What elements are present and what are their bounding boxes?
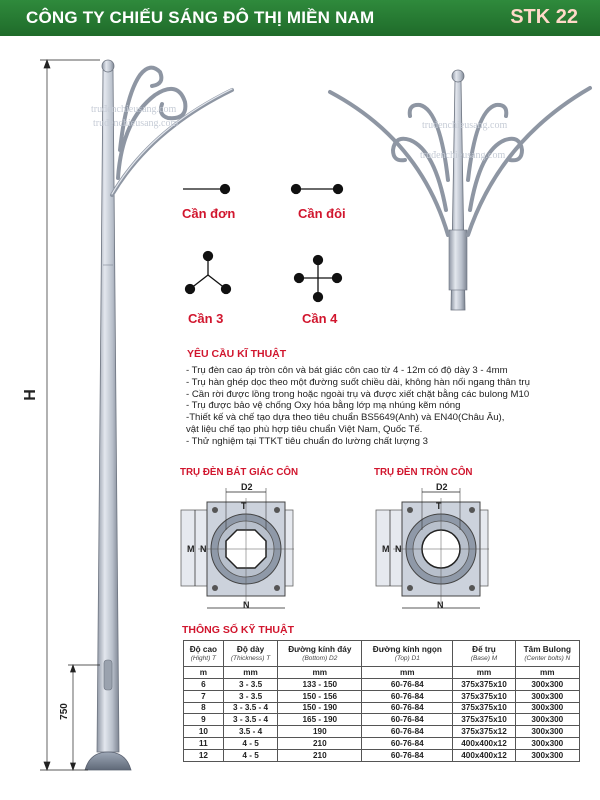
table-row xyxy=(184,749,580,761)
table-cell: 60-76-84 xyxy=(362,749,453,761)
table-row xyxy=(184,737,580,749)
table-cell: 9 xyxy=(184,714,224,726)
units-row xyxy=(184,667,580,679)
page-header xyxy=(0,0,600,36)
table-cell: 375x375x10 xyxy=(453,714,515,726)
table-cell: 4 - 5 xyxy=(223,737,278,749)
table-cell: 10 xyxy=(184,726,224,738)
specs-title: THÔNG SỐ KỸ THUẬT xyxy=(182,624,294,636)
single-arm xyxy=(112,68,232,195)
requirement-item: - Thử nghiệm tại TTKT tiêu chuẩn đo lường chất lượng 3 xyxy=(186,435,428,447)
table-cell: 60-76-84 xyxy=(362,702,453,714)
table-cell: 60-76-84 xyxy=(362,737,453,749)
watermark-text: truđenchieusang.com xyxy=(91,104,177,115)
height-dimension-label: H xyxy=(21,389,39,401)
table-cell: 400x400x12 xyxy=(453,749,515,761)
round-pole-title: TRỤ ĐÈN TRÒN CÔN xyxy=(374,467,473,478)
table-cell: 150 - 190 xyxy=(278,702,362,714)
table-cell: 300x300 xyxy=(515,737,579,749)
table-cell: 210 xyxy=(278,737,362,749)
requirement-item: - Trụ được bảo vệ chống Oxy hóa bằng lớp mạ nhúng kẽm nóng xyxy=(186,400,461,412)
col-thickness: Độ dày (Thickness) T xyxy=(223,641,278,667)
table-cell: 4 - 5 xyxy=(223,749,278,761)
table-cell: 375x375x12 xyxy=(453,726,515,738)
unit-cell: mm xyxy=(223,667,278,679)
table-cell: 7 xyxy=(184,690,224,702)
octagonal-t-label: T xyxy=(241,501,247,511)
table-cell: 300x300 xyxy=(515,679,579,691)
table-cell: 210 xyxy=(278,749,362,761)
col-center-bolts: Tâm Bulong (Center bolts) N xyxy=(515,641,579,667)
arm-label-double: Cần đôi xyxy=(298,206,346,221)
table-cell: 3 - 3.5 - 4 xyxy=(223,714,278,726)
table-cell: 60-76-84 xyxy=(362,714,453,726)
octagonal-d2-label: D2 xyxy=(241,482,253,492)
col-bottom-diameter: Đường kính đáy (Bottom) D2 xyxy=(278,641,362,667)
round-t-label: T xyxy=(436,501,442,511)
col-base: Đế trụ (Base) M xyxy=(453,641,515,667)
watermark-text: truđenchieusang.com xyxy=(420,150,506,161)
octagonal-n-label: N xyxy=(200,544,207,554)
unit-cell: mm xyxy=(453,667,515,679)
arm-label-quad: Cần 4 xyxy=(302,311,338,326)
octagonal-n-bottom-label: N xyxy=(243,600,250,610)
table-cell: 60-76-84 xyxy=(362,726,453,738)
round-n-label: N xyxy=(395,544,402,554)
round-base-diagram xyxy=(376,488,489,608)
requirement-item: -Thiết kế và chế tạo dựa theo tiêu chuẩn BS5649(Anh) và EN40(Châu Âu), xyxy=(186,412,505,424)
table-cell: 60-76-84 xyxy=(362,679,453,691)
watermark-text: truđenchieusang.com xyxy=(422,120,508,131)
octagonal-base-diagram xyxy=(181,488,294,608)
table-cell: 375x375x10 xyxy=(453,690,515,702)
requirement-item: vật liệu chế tạo phù hợp tiêu chuẩn Việt Nam, Quốc Tế. xyxy=(186,423,423,435)
base-dimension-label: 750 xyxy=(58,703,70,720)
unit-cell: m xyxy=(184,667,224,679)
table-cell: 375x375x10 xyxy=(453,679,515,691)
table-cell: 300x300 xyxy=(515,726,579,738)
double-arm-pole xyxy=(449,70,467,310)
specs-header-row xyxy=(184,641,580,667)
table-cell: 150 - 156 xyxy=(278,690,362,702)
table-cell: 12 xyxy=(184,749,224,761)
requirement-item: - Trụ đèn cao áp tròn côn và bát giác côn cao từ 4 - 12m có độ dày 3 - 4mm xyxy=(186,365,508,376)
unit-cell: mm xyxy=(515,667,579,679)
table-cell: 3 - 3.5 xyxy=(223,679,278,691)
col-top-diameter: Đường kính ngọn (Top) D1 xyxy=(362,641,453,667)
round-d2-label: D2 xyxy=(436,482,448,492)
table-cell: 3 - 3.5 - 4 xyxy=(223,702,278,714)
octagonal-pole-title: TRỤ ĐÈN BÁT GIÁC CÔN xyxy=(180,467,299,478)
table-row xyxy=(184,690,580,702)
table-row xyxy=(184,726,580,738)
table-cell: 3.5 - 4 xyxy=(223,726,278,738)
arm-label-triple: Cần 3 xyxy=(188,311,224,326)
table-cell: 300x300 xyxy=(515,749,579,761)
arm-symbols xyxy=(183,185,343,302)
table-cell: 300x300 xyxy=(515,690,579,702)
round-n-bottom-label: N xyxy=(437,600,444,610)
unit-cell: mm xyxy=(362,667,453,679)
main-pole xyxy=(85,60,131,770)
requirement-item: - Cần rời được lồng trong hoặc ngoài trụ và được xiết chặt bằng các bulong M10 xyxy=(186,388,530,400)
table-cell: 300x300 xyxy=(515,714,579,726)
table-cell: 3 - 3.5 xyxy=(223,690,278,702)
table-cell: 6 xyxy=(184,679,224,691)
dimension-h xyxy=(40,60,100,770)
requirements-title: YÊU CẦU KĨ THUẬT xyxy=(187,348,287,360)
arm-label-single: Cần đơn xyxy=(182,206,236,221)
table-cell: 8 xyxy=(184,702,224,714)
table-cell: 133 - 150 xyxy=(278,679,362,691)
requirements-list xyxy=(186,365,586,448)
specs-table xyxy=(183,640,580,762)
table-row xyxy=(184,702,580,714)
company-name: CÔNG TY CHIẾU SÁNG ĐÔ THỊ MIỀN NAM xyxy=(26,8,375,27)
table-cell: 190 xyxy=(278,726,362,738)
product-code: STK 22 xyxy=(510,6,578,28)
table-cell: 400x400x12 xyxy=(453,737,515,749)
table-row xyxy=(184,714,580,726)
octagonal-m-label: M xyxy=(187,544,195,554)
round-m-label: M xyxy=(382,544,390,554)
watermark-text: truđenchieusang.com xyxy=(93,118,179,129)
table-cell: 60-76-84 xyxy=(362,690,453,702)
table-cell: 11 xyxy=(184,737,224,749)
requirement-item: - Trụ hàn ghép dọc theo một đường suốt chiều dài, không hàn nối ngang thân trụ xyxy=(186,376,530,388)
col-height: Độ cao (Hight) T xyxy=(184,641,224,667)
table-cell: 375x375x10 xyxy=(453,702,515,714)
table-cell: 165 - 190 xyxy=(278,714,362,726)
table-row xyxy=(184,679,580,691)
table-cell: 300x300 xyxy=(515,702,579,714)
unit-cell: mm xyxy=(278,667,362,679)
